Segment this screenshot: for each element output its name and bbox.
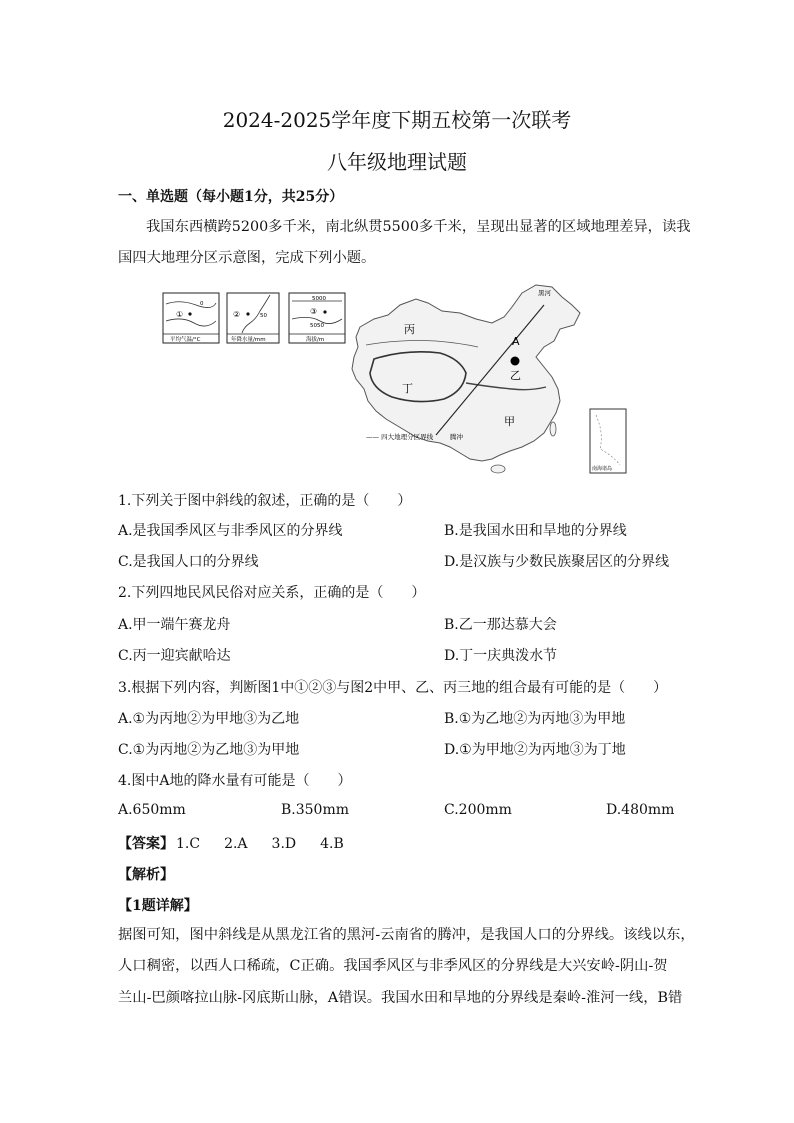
label-yi: 乙 [510,369,521,382]
detail-line-2: 人口稠密，以西人口稀疏，C正确。我国季风区与非季风区的分界线是大兴安岭-阴山-贺 [118,958,668,974]
inset-elevation [289,293,345,343]
question-3-stem: 3.根据下列内容，判断图1中①②③与图2中甲、乙、丙三地的组合最有可能的是（ ） [118,680,668,696]
q3-option-c: C.①为丙地②为乙地③为甲地 [118,742,300,758]
inset2-label: 年降水量/mm [231,337,266,343]
q4-option-d: D.480mm [606,802,675,818]
label-bing: 丙 [404,323,415,336]
label-ding: 丁 [402,382,413,395]
q2-option-b: B.乙一那达慕大会 [444,617,557,633]
q1-option-d: D.是汉族与少数民族聚居区的分界线 [444,554,670,570]
label-heihe: 黑河 [538,289,551,297]
q1-option-c: C.是我国人口的分界线 [118,554,259,570]
q2-option-d: D.丁一庆典泼水节 [444,648,558,664]
detail-label: 【1题详解】 [118,898,198,914]
inset3-label: 海拔/m [306,337,325,343]
q4-option-a: A.650mm [118,802,186,818]
inset3-value-bottom: 5050 [310,323,324,329]
inset1-label: 平均气温/°C [170,337,201,343]
inset-temperature [163,293,219,343]
answer-item-2: 2.A [224,836,248,852]
detail-line-3: 兰山-巴颜喀拉山脉-冈底斯山脉，A错误。我国水田和旱地的分界线是秦岭-淮河一线，B错 [118,990,683,1006]
south-sea-label: 南海诸岛 [592,466,613,472]
question-2-stem: 2.下列四地民风民俗对应关系，正确的是（ ） [118,585,426,601]
q4-option-c: C.200mm [444,802,512,818]
q2-option-c: C.丙一迎宾献哈达 [118,648,231,664]
inset1-number: ① [176,310,184,319]
intro-line-1: 我国东西横跨5200多千米，南北纵贯5500多千米，呈现出显著的区域地理差异，读我 [146,219,691,235]
label-jia: 甲 [504,415,515,428]
detail-line-1: 据图可知，图中斜线是从黑龙江省的黑河-云南省的腾冲，是我国人口的分界线。该线以东， [118,927,695,943]
legend-text: —— 四大地理分区界线 [366,433,434,441]
paper-subtitle: 八年级地理试题 [327,150,467,174]
inset2-value: 50 [260,313,267,319]
analysis-label: 【解析】 [118,867,174,883]
question-1-stem: 1.下列关于图中斜线的叙述，正确的是（ ） [118,493,412,509]
answer-item-1: 1.C [176,836,201,852]
paper-title: 2024-2025学年度下期五校第一次联考 [222,108,572,132]
intro-line-2: 国四大地理分区示意图，完成下列小题。 [118,250,376,266]
q3-option-a: A.①为丙地②为甲地③为乙地 [118,711,300,727]
inset-precipitation [227,293,279,343]
label-a: A [512,335,520,348]
south-sea-inset [590,409,626,473]
answer-row [118,833,344,853]
q4-option-b: B.350mm [281,802,350,818]
q1-option-b: B.是我国水田和旱地的分界线 [444,523,627,539]
inset3-value-top: 5000 [312,296,326,302]
answer-item-3: 3.D [271,836,297,852]
inset1-value: 0 [200,301,204,307]
q3-option-b: B.①为乙地②为丙地③为甲地 [444,711,626,727]
inset3-number: ③ [310,307,318,316]
inset2-number: ② [233,310,241,319]
label-tengchong: 腾冲 [450,433,463,441]
china-regions-figure [160,283,640,483]
yi-point [511,357,520,366]
section-heading: 一、单选题（每小题1分，共25分） [118,189,344,205]
q2-option-a: A.甲一端午赛龙舟 [118,617,231,633]
question-4-stem: 4.图中A地的降水量有可能是（ ） [118,773,352,789]
q1-option-a: A.是我国季风区与非季风区的分界线 [118,523,343,539]
q3-option-d: D.①为甲地②为丙地③为丁地 [444,742,626,758]
answer-label: 【答案】 [118,836,174,852]
answer-item-4: 4.B [320,836,344,852]
